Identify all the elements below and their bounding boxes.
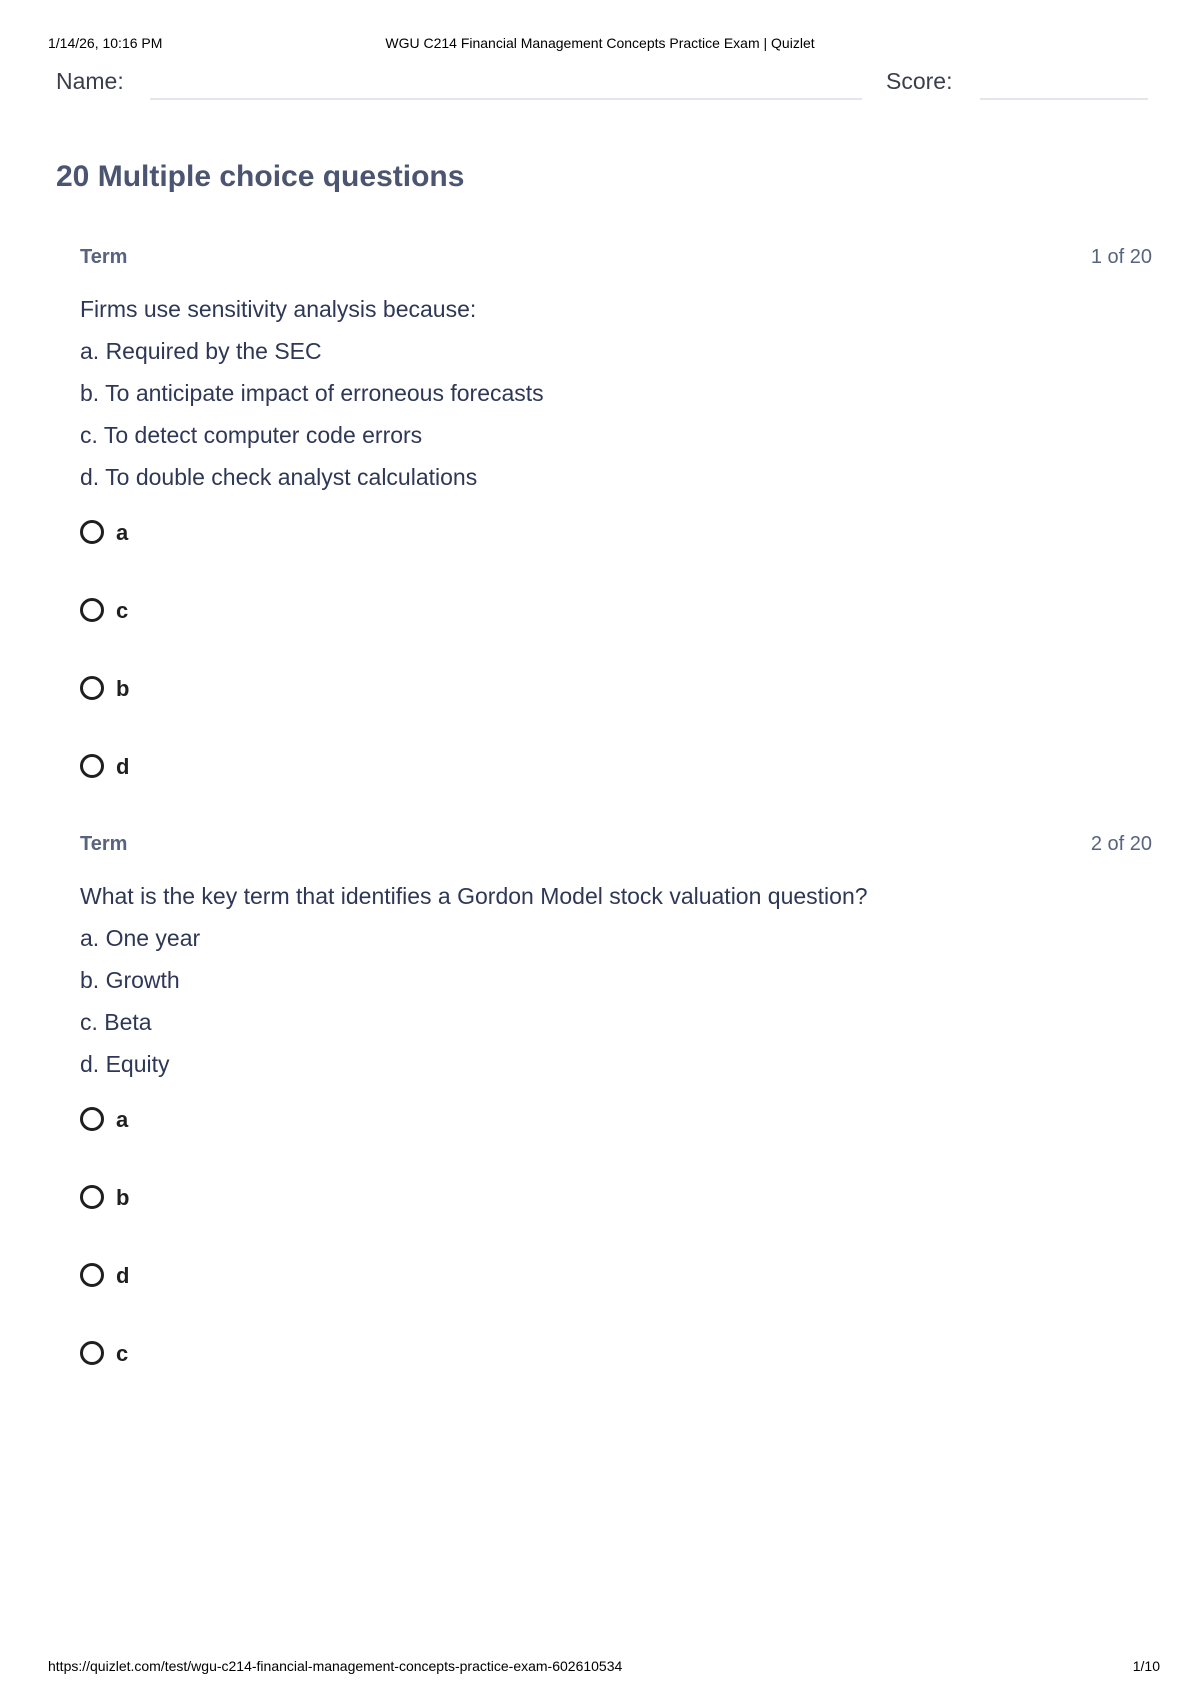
radio-button[interactable] xyxy=(80,676,104,700)
answer-label: a xyxy=(116,520,129,545)
answer-label: d xyxy=(116,1263,130,1288)
answer-choice[interactable] xyxy=(80,1341,1152,1419)
answer-choice[interactable] xyxy=(80,520,1152,598)
print-footer xyxy=(48,1658,1160,1678)
question-option-line: b. Growth xyxy=(80,967,180,993)
question-header xyxy=(80,833,1152,859)
question-prompt: Firms use sensitivity analysis because: xyxy=(80,296,477,322)
radio-button[interactable] xyxy=(80,520,104,544)
question-option-line: a. One year xyxy=(80,925,201,951)
question-option-line: a. Required by the SEC xyxy=(80,338,322,364)
answer-choice[interactable] xyxy=(80,1263,1152,1341)
radio-button[interactable] xyxy=(80,754,104,778)
answer-choice[interactable] xyxy=(80,1107,1152,1185)
term-label: Term xyxy=(80,833,128,855)
answer-choice[interactable] xyxy=(80,754,1152,832)
answer-choice[interactable] xyxy=(80,1185,1152,1263)
name-score-row xyxy=(56,66,1148,106)
question-header xyxy=(80,246,1152,272)
question-text xyxy=(80,288,1152,498)
question-counter: 1 of 20 xyxy=(1090,246,1152,268)
question-card xyxy=(80,833,1152,1419)
answer-list xyxy=(80,520,1152,832)
question-option-line: c. To detect computer code errors xyxy=(80,422,423,448)
print-date: 1/14/26, 10:16 PM xyxy=(48,35,163,51)
radio-button[interactable] xyxy=(80,1185,104,1209)
question-counter: 2 of 20 xyxy=(1090,833,1152,855)
answer-label: c xyxy=(116,598,129,623)
question-option-line: d. Equity xyxy=(80,1051,170,1077)
question-option-line: b. To anticipate impact of erroneous forecasts xyxy=(80,380,544,406)
name-field[interactable] xyxy=(150,98,862,100)
section-title: 20 Multiple choice questions xyxy=(56,160,465,193)
radio-button[interactable] xyxy=(80,598,104,622)
answer-label: b xyxy=(116,676,130,701)
answer-choice[interactable] xyxy=(80,676,1152,754)
radio-button[interactable] xyxy=(80,1107,104,1131)
answer-label: b xyxy=(116,1185,130,1210)
document-title: WGU C214 Financial Management Concepts Practice Exam | Quizlet xyxy=(385,35,815,51)
score-field[interactable] xyxy=(980,98,1148,100)
name-label: Name: xyxy=(56,68,124,94)
question-text xyxy=(80,875,1152,1085)
answer-list xyxy=(80,1107,1152,1419)
page-number: 1/10 xyxy=(1132,1658,1160,1674)
radio-button[interactable] xyxy=(80,1263,104,1287)
question-option-line: c. Beta xyxy=(80,1009,152,1035)
question-card xyxy=(80,246,1152,832)
radio-button[interactable] xyxy=(80,1341,104,1365)
score-label: Score: xyxy=(886,68,953,94)
answer-label: a xyxy=(116,1107,129,1132)
answer-label: c xyxy=(116,1341,129,1366)
page-url: https://quizlet.com/test/wgu-c214-financial-management-concepts-practice-exam-602610534 xyxy=(48,1658,623,1674)
question-prompt: What is the key term that identifies a Gordon Model stock valuation question? xyxy=(80,883,868,909)
print-header xyxy=(48,35,1152,55)
answer-choice[interactable] xyxy=(80,598,1152,676)
answer-label: d xyxy=(116,754,130,779)
question-option-line: d. To double check analyst calculations xyxy=(80,464,478,490)
term-label: Term xyxy=(80,246,128,268)
